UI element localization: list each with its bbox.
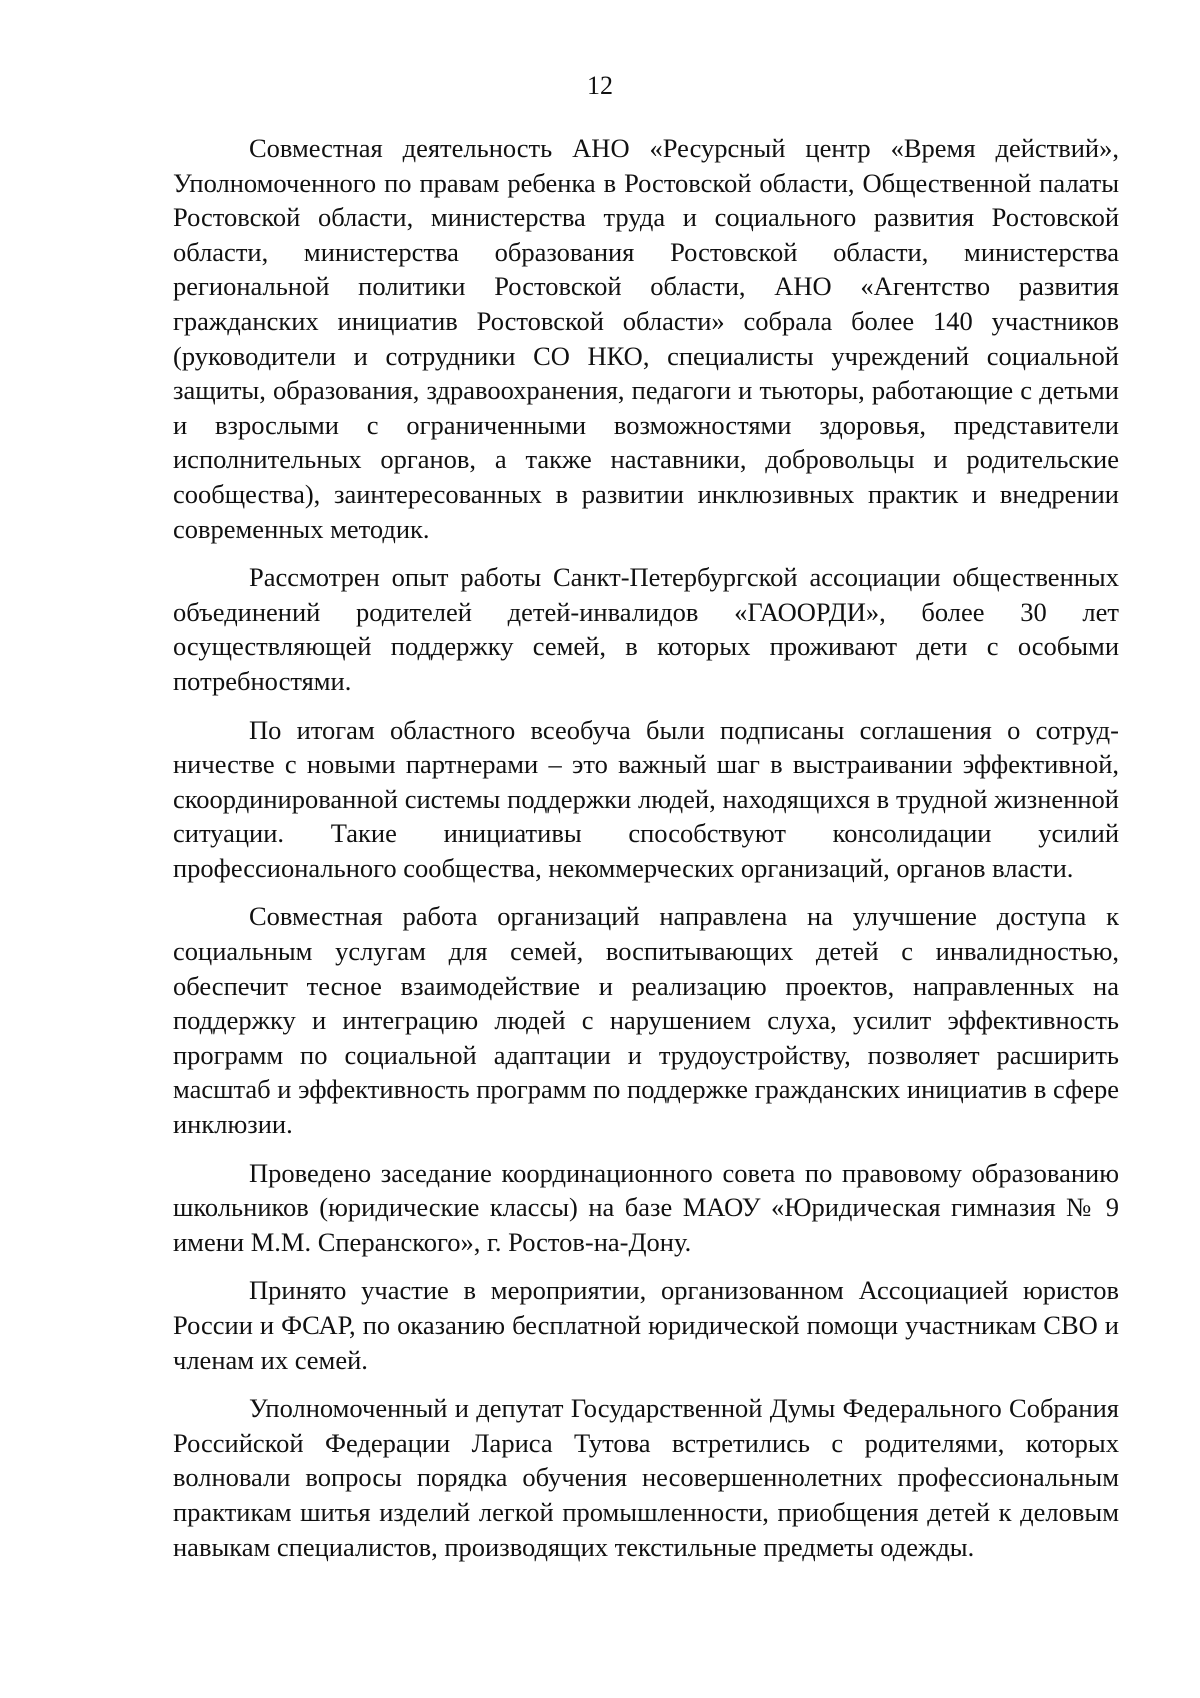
paragraph-coordination-council: Проведено заседание координационного совета по правовому образованию школьников (юридические классы) на базе МАОУ «Юридическая гимназия № 9 имени М.М. Сперанского», г. Ростов-на-Дону.	[173, 1157, 1119, 1257]
paragraph-gaoordi-experience: Рассмотрен опыт работы Санкт-Петербургской ассоциации общественных объединений родителей детей-инвалидов «ГАООРДИ», более 30 лет осуществляющей поддержку семей, в которых проживают дети с особыми потребностями.	[173, 562, 1119, 696]
paragraph-joint-work: Совместная работа организаций направлена на улучшение доступа к социальным услугам для семей, воспитывающих детей с инвалидностью, обеспечит тесное взаимодействие и реализацию проектов, направленных на поддержку и интеграцию людей с нарушением слуха, усилит эффективность программ по социальной адаптации и трудоустройству, позволяет расширить масштаб и эффективность программ по поддержке гражданских инициатив в сфере инклюзии.	[173, 901, 1119, 1140]
paragraph-joint-activity: Совместная деятельность АНО «Ресурсный центр «Время действий», Уполномоченного по правам ребенка в Ростовской области, Общественной палаты Ростовской области, министерства труда и социального развития Ростовской области, министерства образования Ростовской области, министерства региональной политики Ростовской области, АНО «Агентство развития гражданских инициатив Ростовской области» собрала более 140 участников (руководители и сотрудники СО НКО, специалисты учреждений социальной защиты, образования, здравоохранения, педагоги и тьюторы, работающие с детьми и взрослыми с ограниченными возможностями здоровья, представители исполнительных органов, а также наставники, добровольцы и родительские сообщества), заинтересованных в развитии инклюзивных практик и внедрении современных методик.	[173, 133, 1119, 544]
page-number: 12	[587, 71, 613, 100]
paragraph-cooperation-agreements: По итогам областного всеобуча были подписаны соглашения о сотрудничестве с новыми партнерами – это важный шаг в выстраивании эффективной, скоординированной системы поддержки людей, находящихся в трудной жизненной ситуации. Такие инициативы способствуют консолидации усилий профессионального сообщества, некоммерческих организаций, органов власти.	[173, 714, 1119, 883]
paragraph-legal-aid-event: Принято участие в мероприятии, организованном Ассоциацией юристов России и ФСАР, по оказанию бесплатной юридической помощи участникам СВО и членам их семей.	[173, 1275, 1119, 1375]
document-body	[173, 131, 1119, 1578]
paragraph-meeting-with-parents: Уполномоченный и депутат Государственной Думы Федерального Собрания Российской Федерации Лариса Тутова встретились с родителями, которых волновали вопросы порядка обучения несовершеннолетних профессиональным практикам шитья изделий легкой промышленности, приобщения детей к деловым навыкам специалистов, производящих текстильные предметы одежды.	[173, 1393, 1119, 1562]
